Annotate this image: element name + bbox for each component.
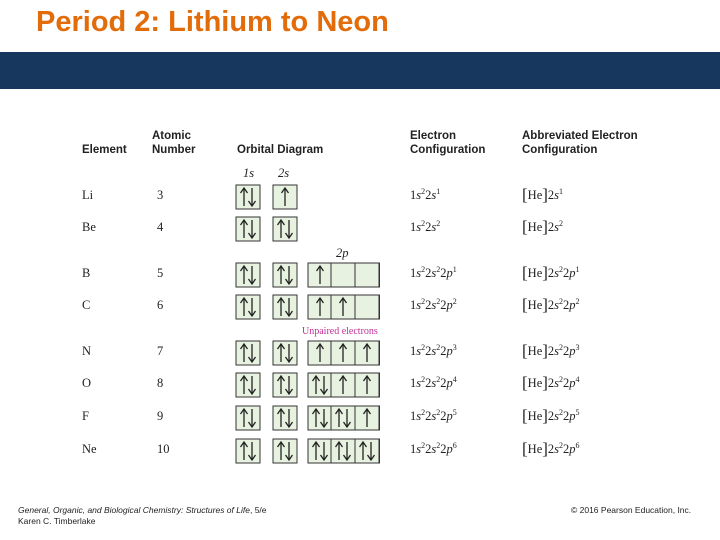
element-symbol: Li xyxy=(82,188,94,202)
atomic-number: 6 xyxy=(157,298,164,312)
orbital-box xyxy=(355,295,379,319)
header-atomic-line1: Atomic xyxy=(152,130,191,142)
orbital-box xyxy=(236,217,260,241)
slide-title: Period 2: Lithium to Neon xyxy=(36,6,389,38)
header-element: Element xyxy=(82,144,127,156)
orbital-box xyxy=(273,217,297,241)
element-symbol: O xyxy=(82,376,92,390)
orbital-row-b xyxy=(236,263,380,287)
orbital-box xyxy=(331,406,355,430)
orbital-box xyxy=(236,439,260,463)
electron-configuration: $1s^22s^22p^2$ xyxy=(410,297,457,312)
abbreviated-configuration: $[He]2s^2$ xyxy=(522,217,564,236)
orbital-box xyxy=(236,185,260,209)
orbital-box xyxy=(355,439,379,463)
orbital-figure xyxy=(72,122,672,472)
footer-author: Karen C. Timberlake xyxy=(18,516,96,526)
orbital-box xyxy=(236,263,260,287)
orbital-box xyxy=(273,295,297,319)
orbital-box xyxy=(308,373,332,397)
title-band xyxy=(0,52,720,89)
orbital-row-n xyxy=(236,341,380,365)
atomic-number: 5 xyxy=(157,266,164,280)
orbital-box xyxy=(236,406,260,430)
header-atomic-line2: Number xyxy=(152,144,196,156)
footer-citation xyxy=(18,505,267,527)
footer-copyright: © 2016 Pearson Education, Inc. xyxy=(571,505,692,515)
footer-edition: , 5/e xyxy=(249,505,267,515)
orbital-box xyxy=(331,439,355,463)
atomic-number: 3 xyxy=(157,188,164,202)
orbital-box xyxy=(273,263,297,287)
atomic-number: 10 xyxy=(157,442,170,456)
header-electron-config xyxy=(410,129,485,157)
abbreviated-configuration: $[He]2s^22p^5$ xyxy=(522,406,580,425)
footer-book-title: General, Organic, and Biological Chemistry: Structures of Life xyxy=(18,505,250,515)
orbital-row-ne xyxy=(236,439,380,463)
element-symbol: C xyxy=(82,298,91,312)
unpaired-electrons-label: Unpaired electrons xyxy=(302,326,378,337)
orbital-row-li xyxy=(236,185,297,209)
abbreviated-configuration: $[He]2s^22p^6$ xyxy=(522,439,580,458)
orbital-box xyxy=(308,406,332,430)
orbital-box xyxy=(236,373,260,397)
header-abbrev-line2: Configuration xyxy=(522,144,598,156)
atomic-number: 9 xyxy=(157,409,164,423)
electron-configuration: $1s^22s^22p^6$ xyxy=(410,441,457,456)
abbreviated-configuration: $[He]2s^22p^4$ xyxy=(522,373,580,392)
header-abbrev-line1: Abbreviated Electron xyxy=(522,130,638,142)
orbital-row-be xyxy=(236,217,297,241)
abbreviated-configuration: $[He]2s^1$ xyxy=(522,185,564,204)
electron-configuration: $1s^22s^22p^3$ xyxy=(410,343,457,358)
electron-configuration: $1s^22s^22p^1$ xyxy=(410,265,457,280)
orbital-label-1s: 1s xyxy=(243,166,255,180)
atomic-number: 8 xyxy=(157,376,164,390)
electron-configuration: $1s^22s^1$ xyxy=(410,187,441,202)
orbital-row-o xyxy=(236,373,380,397)
element-symbol: N xyxy=(82,344,92,358)
orbital-box xyxy=(331,263,355,287)
orbital-box xyxy=(236,295,260,319)
orbital-box xyxy=(236,341,260,365)
header-orbital-diagram: Orbital Diagram xyxy=(237,144,324,156)
orbital-box xyxy=(273,341,297,365)
orbital-label-2p: 2p xyxy=(336,246,349,260)
orbital-box xyxy=(273,373,297,397)
abbreviated-configuration: $[He]2s^22p^1$ xyxy=(522,263,580,282)
orbital-box xyxy=(355,263,379,287)
orbital-box xyxy=(273,439,297,463)
electron-configuration: $1s^22s^22p^5$ xyxy=(410,408,457,423)
orbital-box xyxy=(308,439,332,463)
abbreviated-configuration: $[He]2s^22p^3$ xyxy=(522,341,580,360)
header-atomic-number xyxy=(152,129,195,157)
orbital-row-f xyxy=(236,406,380,430)
electron-configuration: $1s^22s^2$ xyxy=(410,219,441,234)
electron-configuration: $1s^22s^22p^4$ xyxy=(410,375,457,390)
header-electron-line1: Electron xyxy=(410,130,457,142)
orbital-box xyxy=(273,406,297,430)
element-symbol: F xyxy=(82,409,89,423)
atomic-number: 4 xyxy=(157,220,164,234)
header-electron-line2: Configuration xyxy=(410,144,486,156)
header-abbreviated-config xyxy=(522,129,638,157)
abbreviated-configuration: $[He]2s^22p^2$ xyxy=(522,295,580,314)
element-symbol: Ne xyxy=(82,442,97,456)
orbital-row-c xyxy=(236,295,380,319)
element-symbol: B xyxy=(82,266,91,280)
atomic-number: 7 xyxy=(157,344,164,358)
element-symbol: Be xyxy=(82,220,96,234)
orbital-label-2s: 2s xyxy=(278,166,290,180)
